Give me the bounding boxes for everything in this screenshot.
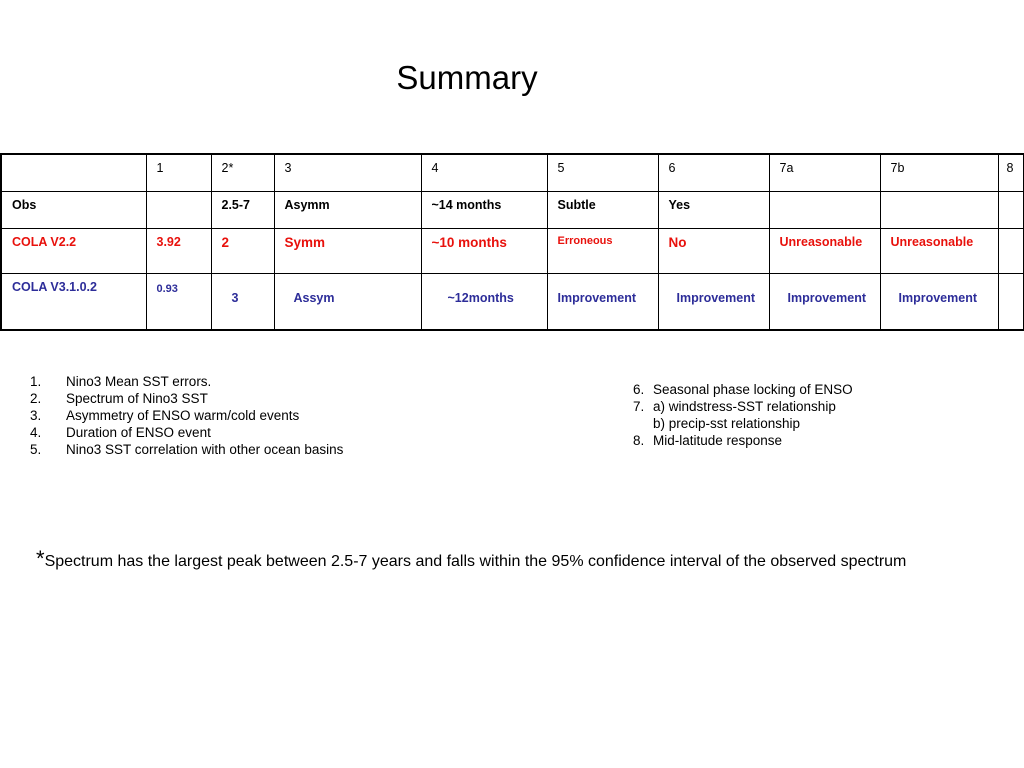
footnote bbox=[36, 546, 1016, 572]
list-number: 1. bbox=[30, 374, 42, 389]
table-cell: ~14 months bbox=[421, 192, 547, 229]
table-cell: 2 bbox=[211, 229, 274, 274]
table-cell: Unreasonable bbox=[769, 229, 880, 274]
criteria-list-right bbox=[633, 381, 853, 449]
table-cell: Improvement bbox=[880, 274, 998, 331]
table-cell: Asymm bbox=[274, 192, 421, 229]
list-number: 5. bbox=[30, 442, 42, 457]
list-text: b) precip-sst relationship bbox=[653, 416, 801, 431]
table-cell: Improvement bbox=[547, 274, 658, 331]
table-cell: Improvement bbox=[658, 274, 769, 331]
table-cell: ~12months bbox=[421, 274, 547, 331]
list-text: Spectrum of Nino3 SST bbox=[66, 391, 208, 406]
list-number: 2. bbox=[30, 391, 42, 406]
row-label: COLA V3.1.0.2 bbox=[1, 274, 146, 331]
list-number: 3. bbox=[30, 408, 42, 423]
header-cell: 3 bbox=[274, 154, 421, 192]
list-number bbox=[633, 415, 653, 432]
table-cell: 3.92 bbox=[146, 229, 211, 274]
table-cell: Symm bbox=[274, 229, 421, 274]
table-row-cola-v2-2 bbox=[1, 229, 1024, 274]
table-cell bbox=[880, 192, 998, 229]
row-label: Obs bbox=[1, 192, 146, 229]
list-item bbox=[30, 390, 343, 407]
list-item bbox=[30, 373, 343, 390]
header-cell: 8 bbox=[998, 154, 1024, 192]
table-cell: ~10 months bbox=[421, 229, 547, 274]
table-cell bbox=[998, 192, 1024, 229]
table-cell: Assym bbox=[274, 274, 421, 331]
footnote-text: Spectrum has the largest peak between 2.5-7 years and falls within the 95% confidence interval of the observed spectrum bbox=[44, 553, 907, 570]
table-row-obs bbox=[1, 192, 1024, 229]
table-cell: Erroneous bbox=[547, 229, 658, 274]
header-cell: 4 bbox=[421, 154, 547, 192]
table-cell: 3 bbox=[211, 274, 274, 331]
list-number: 8. bbox=[633, 433, 645, 448]
list-number: 4. bbox=[30, 425, 42, 440]
list-text: a) windstress-SST relationship bbox=[653, 399, 836, 414]
table-cell bbox=[998, 274, 1024, 331]
footnote-asterisk: * bbox=[36, 546, 45, 571]
header-cell: 5 bbox=[547, 154, 658, 192]
header-cell: 7b bbox=[880, 154, 998, 192]
summary-table bbox=[0, 153, 1024, 331]
header-cell: 7a bbox=[769, 154, 880, 192]
list-item bbox=[633, 381, 853, 398]
header-cell: 1 bbox=[146, 154, 211, 192]
list-item bbox=[30, 407, 343, 424]
table-cell: 0.93 bbox=[146, 274, 211, 331]
list-item bbox=[30, 441, 343, 458]
header-cell: 2* bbox=[211, 154, 274, 192]
table-cell bbox=[998, 229, 1024, 274]
list-number: 6. bbox=[633, 382, 645, 397]
table-row-cola-v3-1-0-2 bbox=[1, 274, 1024, 331]
table-cell: 2.5-7 bbox=[211, 192, 274, 229]
list-text: Nino3 SST correlation with other ocean basins bbox=[66, 442, 344, 457]
table-header-row bbox=[1, 154, 1024, 192]
table-cell bbox=[769, 192, 880, 229]
table-cell: Unreasonable bbox=[880, 229, 998, 274]
table-cell: Yes bbox=[658, 192, 769, 229]
list-text: Seasonal phase locking of ENSO bbox=[653, 382, 853, 397]
header-cell bbox=[1, 154, 146, 192]
list-text: Duration of ENSO event bbox=[66, 425, 211, 440]
page-title: Summary bbox=[396, 59, 538, 96]
criteria-list-left bbox=[30, 373, 343, 458]
list-item bbox=[633, 432, 853, 449]
list-text: Nino3 Mean SST errors. bbox=[66, 374, 212, 389]
list-item bbox=[30, 424, 343, 441]
list-text: Asymmetry of ENSO warm/cold events bbox=[66, 408, 300, 423]
table-cell bbox=[146, 192, 211, 229]
table-cell: Improvement bbox=[769, 274, 880, 331]
table-cell: Subtle bbox=[547, 192, 658, 229]
list-text: Mid-latitude response bbox=[653, 433, 783, 448]
table-cell: No bbox=[658, 229, 769, 274]
row-label: COLA V2.2 bbox=[1, 229, 146, 274]
header-cell: 6 bbox=[658, 154, 769, 192]
list-item bbox=[633, 398, 853, 415]
list-item bbox=[633, 415, 853, 432]
list-number: 7. bbox=[633, 399, 645, 414]
